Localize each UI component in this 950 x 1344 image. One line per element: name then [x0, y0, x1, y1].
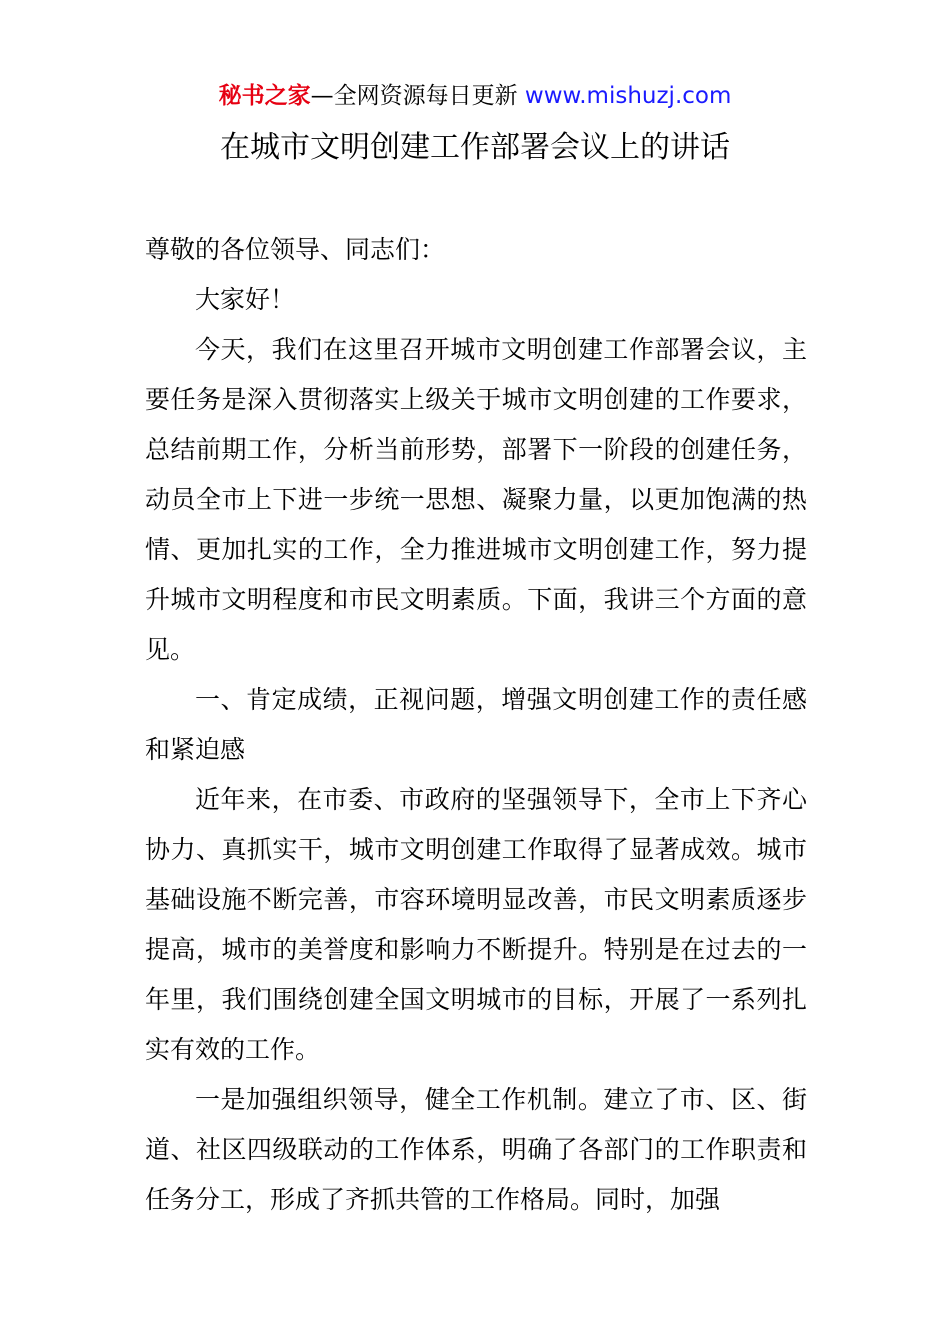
site-url-link[interactable]: www.mishuzj.com	[524, 83, 732, 109]
section-heading-1: 一、肯定成绩，正视问题，增强文明创建工作的责任感和紧迫感	[145, 685, 807, 764]
paragraph-intro: 今天，我们在这里召开城市文明创建工作部署会议，主要任务是深入贯彻落实上级关于城市文明创建的工作要求，总结前期工作，分析当前形势，部署下一阶段的创建任务，动员全市上下进一步统一思想、凝聚力量，以更加饱满的热情、更加扎实的工作，全力推进城市文明创建工作，努力提升城市文明程度和市民文明素质。下面，我讲三个方面的意见。	[145, 335, 807, 664]
paragraph-section1: 近年来，在市委、市政府的坚强领导下，全市上下齐心协力、真抓实干，城市文明创建工作取得了显著成效。城市基础设施不断完善，市容环境明显改善，市民文明素质逐步提高，城市的美誉度和影响力不断提升。特别是在过去的一年里，我们围绕创建全国文明城市的目标，开展了一系列扎实有效的工作。	[145, 785, 807, 1064]
header-tagline: —全网资源每日更新	[310, 83, 525, 109]
greeting: 大家好！	[195, 285, 296, 314]
salutation: 尊敬的各位领导、同志们：	[145, 235, 446, 264]
paragraph-point1: 一是加强组织领导，健全工作机制。建立了市、区、街道、社区四级联动的工作体系，明确了各部门的工作职责和任务分工，形成了齐抓共管的工作格局。同时，加强	[145, 1085, 807, 1214]
document-title: 在城市文明创建工作部署会议上的讲话	[220, 130, 730, 165]
document-body	[145, 225, 807, 1225]
brand-name: 秘书之家	[218, 83, 311, 109]
site-header	[0, 80, 950, 112]
